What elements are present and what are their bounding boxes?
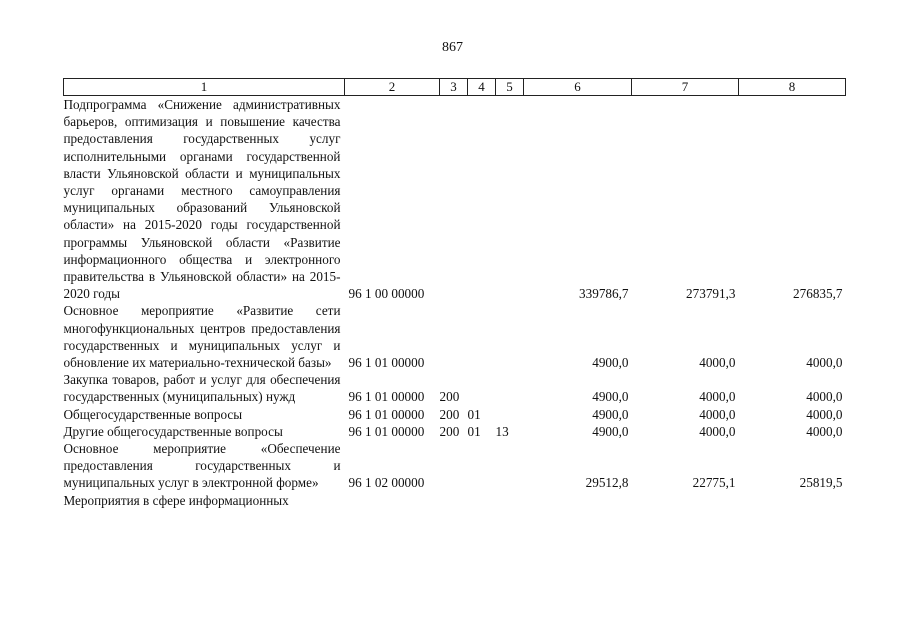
row-name: Мероприятия в сфере информационных bbox=[63, 492, 289, 508]
column-header-8: 8 bbox=[739, 79, 846, 96]
column-header-3: 3 bbox=[440, 79, 468, 96]
section-code bbox=[468, 371, 496, 405]
row-name: Общегосударственные вопросы bbox=[63, 406, 243, 422]
target-article-code: 96 1 02 00000 bbox=[348, 475, 425, 491]
row-name: Закупка товаров, работ и услуг для обеспечения государственных (муниципальных) нужд bbox=[63, 372, 341, 405]
expense-type-code bbox=[440, 302, 468, 371]
amount-col-8: 4000,0 bbox=[806, 355, 843, 371]
table-header bbox=[64, 79, 846, 96]
column-header-2: 2 bbox=[345, 79, 440, 96]
column-header-7: 7 bbox=[632, 79, 739, 96]
amount-col-7: 4000,0 bbox=[699, 423, 736, 439]
subsection-code bbox=[496, 492, 524, 509]
amount-col-6 bbox=[524, 492, 632, 509]
column-header-5: 5 bbox=[496, 79, 524, 96]
subsection-code: 13 bbox=[495, 423, 509, 439]
column-header-4: 4 bbox=[468, 79, 496, 96]
target-article-code: 96 1 01 00000 bbox=[348, 355, 425, 371]
table-row bbox=[64, 302, 846, 371]
expense-type-code bbox=[440, 492, 468, 509]
target-article-code: 96 1 01 00000 bbox=[348, 423, 425, 439]
row-name: Подпрограмма «Снижение административных барьеров, оптимизация и повышение качества предоставления государственных услуг исполнительными органами государственной власти Ульяновской области и муниципальных услуг органами местного самоуправления муниципальных образований Ульяновской области» на 2015-2020 годы государственной программы Ульяновской области «Развитие информационного общества и электронного правительства в Ульяновской области» на 2015-2020 годы bbox=[63, 97, 341, 302]
amount-col-6: 29512,8 bbox=[585, 475, 629, 491]
amount-col-8: 276835,7 bbox=[793, 286, 843, 302]
amount-col-8: 4000,0 bbox=[806, 406, 843, 422]
expense-type-code: 200 bbox=[439, 389, 460, 405]
subsection-code bbox=[496, 440, 524, 492]
amount-col-6: 4900,0 bbox=[592, 423, 629, 439]
amount-col-6: 4900,0 bbox=[592, 406, 629, 422]
table-body bbox=[64, 96, 846, 509]
target-article-code: 96 1 01 00000 bbox=[348, 406, 425, 422]
column-header-6: 6 bbox=[524, 79, 632, 96]
table-row bbox=[64, 406, 846, 423]
amount-col-7: 4000,0 bbox=[699, 355, 736, 371]
amount-col-7: 4000,0 bbox=[699, 406, 736, 422]
amount-col-6: 4900,0 bbox=[592, 389, 629, 405]
amount-col-8: 4000,0 bbox=[806, 423, 843, 439]
section-code bbox=[468, 96, 496, 303]
target-article-code bbox=[345, 492, 440, 509]
section-code: 01 bbox=[467, 406, 481, 422]
amount-col-8: 25819,5 bbox=[799, 475, 843, 491]
column-header-1: 1 bbox=[64, 79, 345, 96]
budget-table bbox=[63, 78, 846, 509]
expense-type-code: 200 bbox=[439, 423, 460, 439]
section-code: 01 bbox=[467, 423, 481, 439]
table-row bbox=[64, 96, 846, 303]
amount-col-7: 22775,1 bbox=[692, 475, 736, 491]
amount-col-7: 4000,0 bbox=[699, 389, 736, 405]
row-name: Другие общегосударственные вопросы bbox=[63, 423, 283, 439]
amount-col-6: 339786,7 bbox=[579, 286, 629, 302]
row-name: Основное мероприятие «Развитие сети многофункциональных центров предоставления государственных и муниципальных услуг и обновление их материально-технической базы» bbox=[63, 303, 341, 371]
amount-col-7 bbox=[632, 492, 739, 509]
expense-type-code bbox=[440, 440, 468, 492]
amount-col-7: 273791,3 bbox=[686, 286, 736, 302]
table-row bbox=[64, 371, 846, 405]
subsection-code bbox=[496, 302, 524, 371]
section-code bbox=[468, 302, 496, 371]
section-code bbox=[468, 440, 496, 492]
amount-col-8: 4000,0 bbox=[806, 389, 843, 405]
row-name: Основное мероприятие «Обеспечение предоставления государственных и муниципальных услуг в электронной форме» bbox=[63, 441, 341, 491]
amount-col-6: 4900,0 bbox=[592, 355, 629, 371]
section-code bbox=[468, 492, 496, 509]
target-article-code: 96 1 00 00000 bbox=[348, 286, 425, 302]
column-number-row bbox=[64, 79, 846, 96]
page-number: 867 bbox=[442, 40, 463, 55]
table-row bbox=[64, 492, 846, 509]
table-row bbox=[64, 440, 846, 492]
target-article-code: 96 1 01 00000 bbox=[348, 389, 425, 405]
subsection-code bbox=[496, 406, 524, 423]
subsection-code bbox=[496, 96, 524, 303]
expense-type-code bbox=[440, 96, 468, 303]
expense-type-code: 200 bbox=[439, 406, 460, 422]
subsection-code bbox=[496, 371, 524, 405]
table-row bbox=[64, 423, 846, 440]
amount-col-8 bbox=[739, 492, 846, 509]
